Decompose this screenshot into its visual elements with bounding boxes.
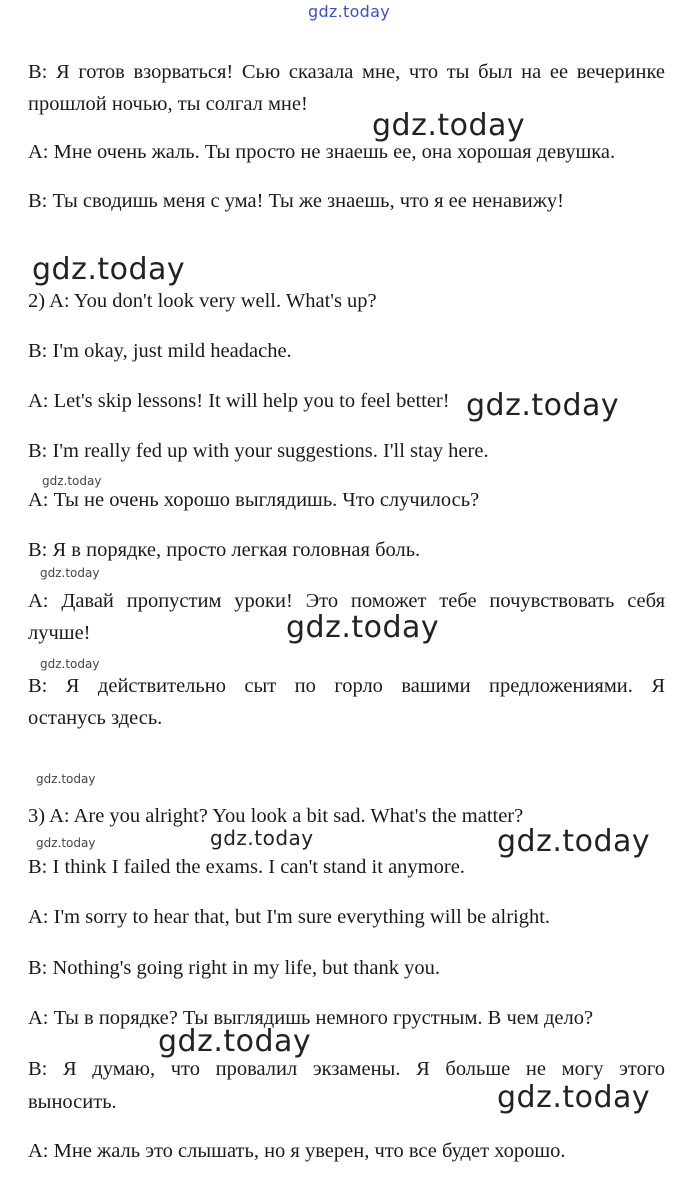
watermark: gdz.today [286,610,440,645]
dialogue-line: A: Давай пропустим уроки! Это поможет тебе почувствовать себя [28,590,665,612]
dialogue-line: B: I'm okay, just mild headache. [28,340,292,362]
dialogue-line: останусь здесь. [28,707,163,729]
dialogue-line: B: Я действительно сыт по горло вашими предложениями. Я [28,675,665,697]
dialogue-line: A: Let's skip lessons! It will help you to feel better! [28,390,450,412]
dialogue-line: A: Ты не очень хорошо выглядишь. Что случилось? [28,489,480,511]
watermark: gdz.today [40,657,100,671]
watermark: gdz.today [372,108,526,143]
watermark: gdz.today [36,836,96,850]
dialogue-line: B: Я в порядке, просто легкая головная боль. [28,539,421,561]
dialogue-line: A: Мне очень жаль. Ты просто не знаешь ее, она хорошая девушка. [28,141,616,163]
watermark: gdz.today [32,252,186,287]
dialogue-line: выносить. [28,1091,117,1113]
dialogue-line: A: I'm sorry to hear that, but I'm sure everything will be alright. [28,906,551,928]
dialogue-line: B: Ты сводишь меня с ума! Ты же знаешь, что я ее ненавижу! [28,190,564,212]
dialogue-line: 3) A: Are you alright? You look a bit sad. What's the matter? [28,805,524,827]
watermark: gdz.today [158,1024,312,1059]
dialogue-line: B: I think I failed the exams. I can't stand it anymore. [28,856,465,878]
dialogue-line: A: Ты в порядке? Ты выглядишь немного грустным. В чем дело? [28,1007,594,1029]
dialogue-line: B: Я думаю, что провалил экзамены. Я больше не могу этого [28,1058,665,1080]
watermark: gdz.today [42,474,102,488]
dialogue-line: 2) A: You don't look very well. What's up? [28,290,377,312]
watermark: gdz.today [466,388,620,423]
header-watermark: gdz.today [308,2,390,21]
watermark: gdz.today [497,824,651,859]
dialogue-line: лучше! [28,622,91,644]
watermark: gdz.today [497,1080,651,1115]
dialogue-line: A: Мне жаль это слышать, но я уверен, что все будет хорошо. [28,1140,566,1162]
dialogue-line: B: Я готов взорваться! Сью сказала мне, что ты был на ее вечеринке [28,61,665,83]
watermark: gdz.today [36,772,96,786]
watermark: gdz.today [40,566,100,580]
dialogue-line: B: I'm really fed up with your suggestions. I'll stay here. [28,440,489,462]
watermark: gdz.today [210,826,314,850]
dialogue-line: B: Nothing's going right in my life, but thank you. [28,957,440,979]
dialogue-line: прошлой ночью, ты солгал мне! [28,93,308,115]
